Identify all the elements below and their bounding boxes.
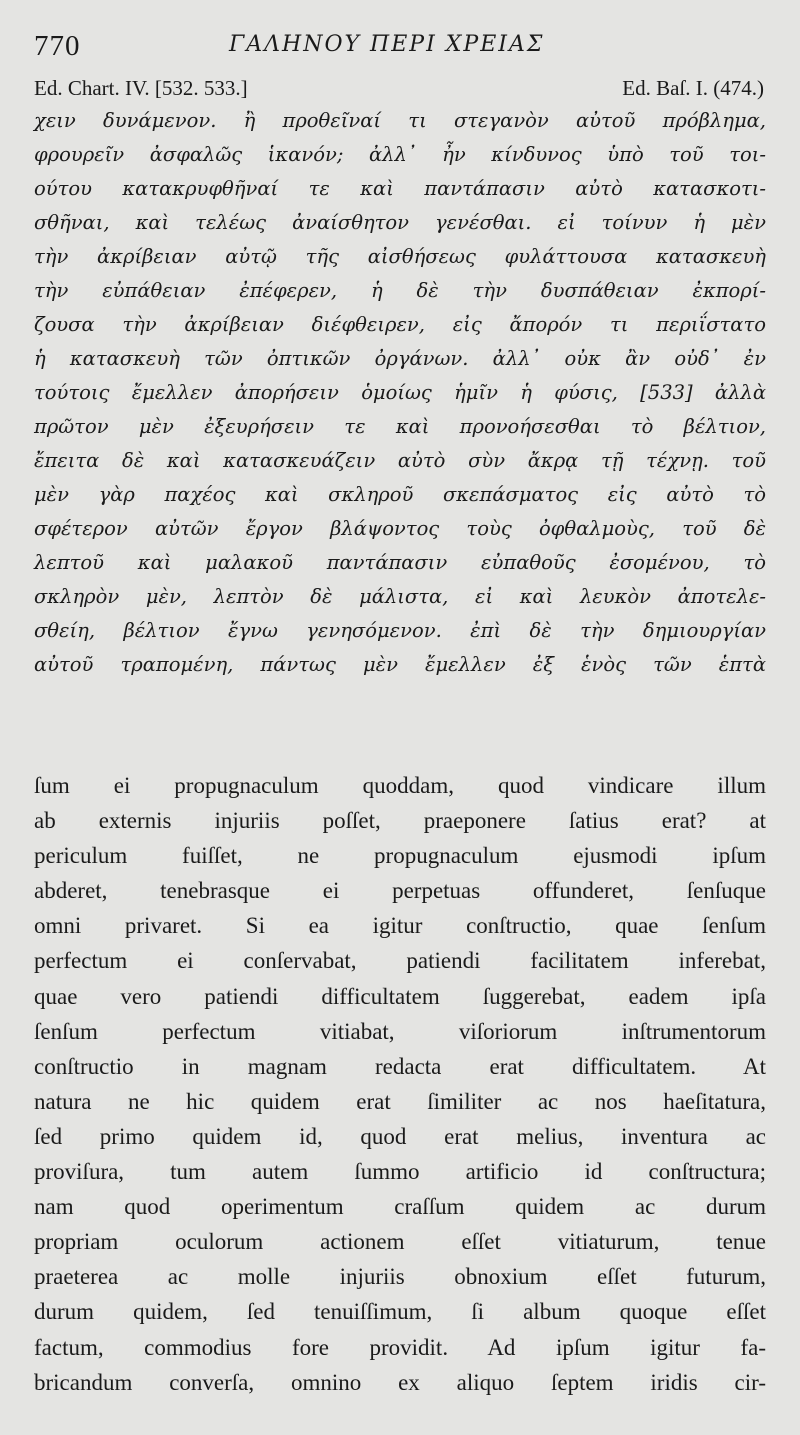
latin-text-line: propriam oculorum actionem eſſet vitiaturum, tenue bbox=[34, 1229, 766, 1255]
greek-text-line: σθείη, βέλτιον ἔγνω γενησόμενον. ἐπὶ δὲ τὴν δημιουργίαν bbox=[34, 619, 766, 642]
greek-text-line: ζουσα τὴν ἀκρίβειαν διέφθειρεν, εἰς ἄπορόν τι περιΐστατο bbox=[34, 313, 766, 336]
running-title: ΓΑΛΗΝΟΥ ΠΕΡΙ ΧΡΕΙΑΣ bbox=[229, 32, 545, 57]
greek-text-line: πρῶτον μὲν ἐξευρήσειν τε καὶ προνοήσεσθαι τὸ βέλτιον, bbox=[34, 415, 766, 438]
latin-text-line: ſenſum perfectum vitiabat, viſoriorum inſtrumentorum bbox=[34, 1018, 766, 1044]
greek-text-line: ἡ κατασκευὴ τῶν ὀπτικῶν ὀργάνων. ἀλλ᾽ οὐκ ἂν οὐδ᾽ ἐν bbox=[34, 347, 766, 370]
latin-text-line: perfectum ei conſervabat, patiendi facilitatem inferebat, bbox=[34, 948, 766, 974]
latin-text-line: ſed primo quidem id, quod erat melius, inventura ac bbox=[34, 1123, 766, 1149]
greek-text-line: φρουρεῖν ἀσφαλῶς ἱκανόν; ἀλλ᾽ ἦν κίνδυνος ὑπὸ τοῦ τοι- bbox=[34, 143, 766, 166]
greek-text-block bbox=[34, 104, 766, 682]
latin-text-line: ab externis injuriis poſſet, praeponere ſatius erat? at bbox=[34, 808, 766, 834]
latin-text-line: natura ne hic quidem erat ſimiliter ac nos haeſitatura, bbox=[34, 1088, 766, 1114]
latin-text-line: quae vero patiendi difficultatem ſuggerebat, eadem ipſa bbox=[34, 983, 766, 1009]
latin-text-line: omni privaret. Si ea igitur conſtructio, quae ſenſum bbox=[34, 913, 766, 939]
running-head bbox=[34, 30, 772, 64]
greek-text-line: σφέτερον αὐτῶν ἔργον βλάψοντος τοὺς ὀφθαλμοὺς, τοῦ δὲ bbox=[34, 517, 766, 540]
greek-text-line: αὐτοῦ τραπομένη, πάντως μὲν ἔμελλεν ἐξ ἑνὸς τῶν ἑπτὰ bbox=[34, 653, 766, 676]
latin-text-line: factum, commodius fore providit. Ad ipſum igitur fa- bbox=[34, 1334, 766, 1360]
greek-text-line: τούτοις ἔμελλεν ἀπορήσειν ὁμοίως ἡμῖν ἡ φύσις, [533] ἀλλὰ bbox=[34, 381, 766, 404]
greek-text-line: ούτου κατακρυφθῆναί τε καὶ παντάπασιν αὐτὸ κατασκοτι- bbox=[34, 177, 766, 200]
latin-text-line: nam quod operimentum craſſum quidem ac durum bbox=[34, 1194, 766, 1220]
latin-text-line: conſtructio in magnam redacta erat difficultatem. At bbox=[34, 1053, 766, 1079]
greek-text-line: τὴν εὐπάθειαν ἐπέφερεν, ἡ δὲ τὴν δυσπάθειαν ἐκπορί- bbox=[34, 279, 766, 302]
latin-text-line: ſum ei propugnaculum quoddam, quod vindicare illum bbox=[34, 773, 766, 798]
latin-text-line: bricandum converſa, omnino ex aliquo ſeptem iridis cir- bbox=[34, 1369, 766, 1395]
greek-text-line: ἔπειτα δὲ καὶ κατασκευάζειν αὐτὸ σὺν ἄκρᾳ τῇ τέχνῃ. τοῦ bbox=[34, 449, 766, 472]
greek-text-line: χειν δυνάμενον. ἢ προθεῖναί τι στεγανὸν αὐτοῦ πρόβλημα, bbox=[34, 109, 766, 132]
greek-text-line: μὲν γὰρ παχέος καὶ σκληροῦ σκεπάσματος εἰς αὐτὸ τὸ bbox=[34, 483, 766, 506]
greek-text-line: σθῆναι, καὶ τελέως ἀναίσθητον γενέσθαι. εἰ τοίνυν ἡ μὲν bbox=[34, 211, 766, 234]
edition-basel-reference: Ed. Baſ. I. (474.) bbox=[622, 76, 764, 100]
greek-text-line: τὴν ἀκρίβειαν αὐτῷ τῆς αἰσθήσεως φυλάττουσα κατασκευὴ bbox=[34, 245, 766, 268]
edition-chartier-reference: Ed. Chart. IV. [532. 533.] bbox=[34, 76, 248, 100]
latin-text-line: proviſura, tum autem ſummo artificio id conſtructura; bbox=[34, 1159, 766, 1185]
latin-text-line: periculum fuiſſet, ne propugnaculum ejusmodi ipſum bbox=[34, 843, 766, 869]
page-number: 770 bbox=[34, 30, 81, 62]
greek-text-line: λεπτοῦ καὶ μαλακοῦ παντάπασιν εὐπαθοῦς ἐσομένου, τὸ bbox=[34, 551, 766, 574]
latin-translation-block bbox=[34, 768, 766, 1400]
latin-text-line: praeterea ac molle injuriis obnoxium eſſet futurum, bbox=[34, 1264, 766, 1290]
latin-text-line: abderet, tenebrasque ei perpetuas offunderet, ſenſuque bbox=[34, 878, 766, 904]
greek-text-line: σκληρὸν μὲν, λεπτὸν δὲ μάλιστα, εἰ καὶ λευκὸν ἀποτελε- bbox=[34, 585, 766, 608]
latin-text-line: durum quidem, ſed tenuiſſimum, ſi album quoque eſſet bbox=[34, 1299, 766, 1325]
